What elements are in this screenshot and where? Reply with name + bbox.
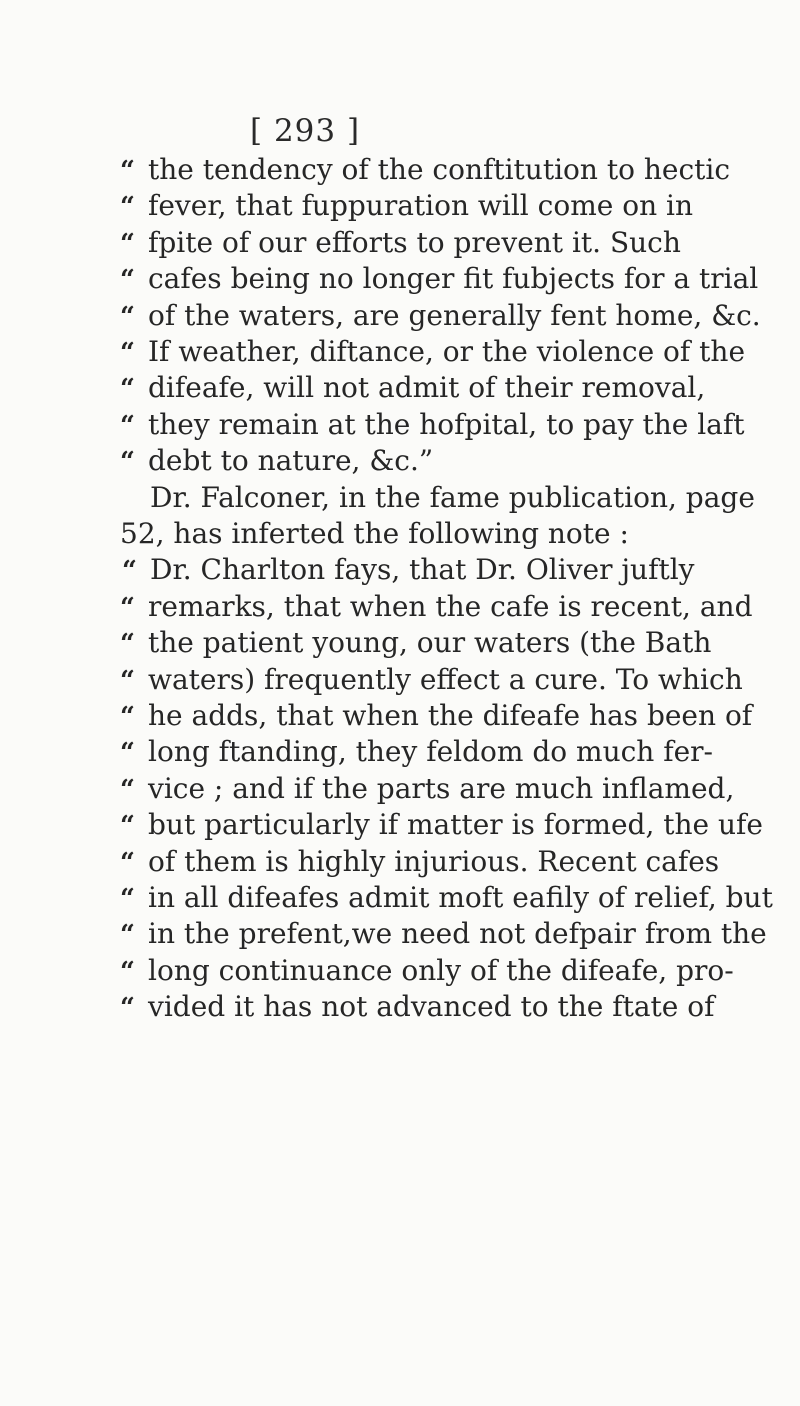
text-line [120,589,753,626]
quote-mark: “ [120,228,135,259]
line-text: vice ; and if the parts are much inflamed, [148,771,735,805]
quote-mark: “ [120,629,135,660]
quote-mark: “ [120,920,135,951]
quote-mark: “ [120,592,135,623]
quote-mark: “ [120,301,135,332]
line-text: cafes being no longer fit fubjects for a trial [148,262,759,296]
text-line [120,152,730,189]
line-text: If weather, diftance, or the violence of the [148,335,746,368]
line-text: 52, has inferted the following note : [120,517,629,550]
text-line [120,953,734,990]
quote-mark: “ [120,410,135,441]
quote-mark: “ [120,847,135,878]
quote-mark: “ [120,156,135,186]
line-text: the patient young, our waters (the Bath [148,626,712,660]
text-line [120,443,433,480]
text-line [122,552,694,589]
line-text: Dr. Falconer, in the fame publication, page [150,480,755,514]
text-line [150,480,755,516]
line-text: vided it has not advanced to the ftate of [148,990,715,1024]
line-text: of them is highly injurious. Recent cafes [148,844,720,878]
line-text: difeafe, will not admit of their removal, [148,371,706,405]
line-text: debt to nature, &c.” [148,444,434,478]
quote-mark: “ [120,956,135,987]
text-line [120,844,719,881]
text-line [120,625,711,662]
text-line [120,225,681,262]
quote-mark: “ [120,738,135,769]
quote-mark: “ [120,374,135,405]
quote-mark: “ [122,556,137,587]
line-text: in all difeafes admit moft eafily of relief, but [148,881,773,914]
quote-mark: “ [120,338,135,368]
text-line [120,370,705,407]
line-text: long continuance only of the difeafe, pro- [148,953,734,987]
line-text: waters) frequently effect a cure. To which [148,662,743,696]
line-text: of the waters, are generally fent home, &c. [148,298,761,332]
line-text: remarks, that when the cafe is recent, and [148,589,753,623]
page-number-header: [ 293 ] [250,113,361,149]
line-text: they remain at the hofpital, to pay the laft [148,407,745,441]
text-line [120,662,743,699]
quote-mark: “ [120,993,135,1024]
quote-mark: “ [120,811,135,842]
line-text: in the prefent,we need not defpair from the [148,917,767,951]
line-text: fever, that fuppuration will come on in [148,189,693,223]
text-line [120,771,734,808]
text-line [120,334,745,371]
text-line [120,880,773,917]
line-text: fpite of our efforts to prevent it. Such [148,225,681,259]
quote-mark: “ [120,884,135,914]
text-line [120,989,715,1026]
text-line [120,188,693,225]
line-text: but particularly if matter is formed, the ufe [148,808,763,842]
text-line [120,261,758,298]
line-text: Dr. Charlton fays, that Dr. Oliver juftly [150,553,695,587]
quote-mark: “ [120,774,135,805]
line-text: he adds, that when the difeafe has been of [148,699,753,732]
quote-mark: “ [120,447,135,478]
quote-mark: “ [120,702,135,732]
line-text: the tendency of the conftitution to hectic [148,153,731,186]
quote-mark: “ [120,192,135,223]
line-text: long ftanding, they feldom do much fer- [148,735,714,769]
text-line [120,734,713,771]
text-line [120,298,761,335]
text-line [120,916,767,953]
quote-mark: “ [120,665,135,696]
text-line [120,807,763,844]
text-line [120,407,744,444]
quote-mark: “ [120,265,135,296]
text-line [120,698,752,735]
text-line [120,516,629,552]
